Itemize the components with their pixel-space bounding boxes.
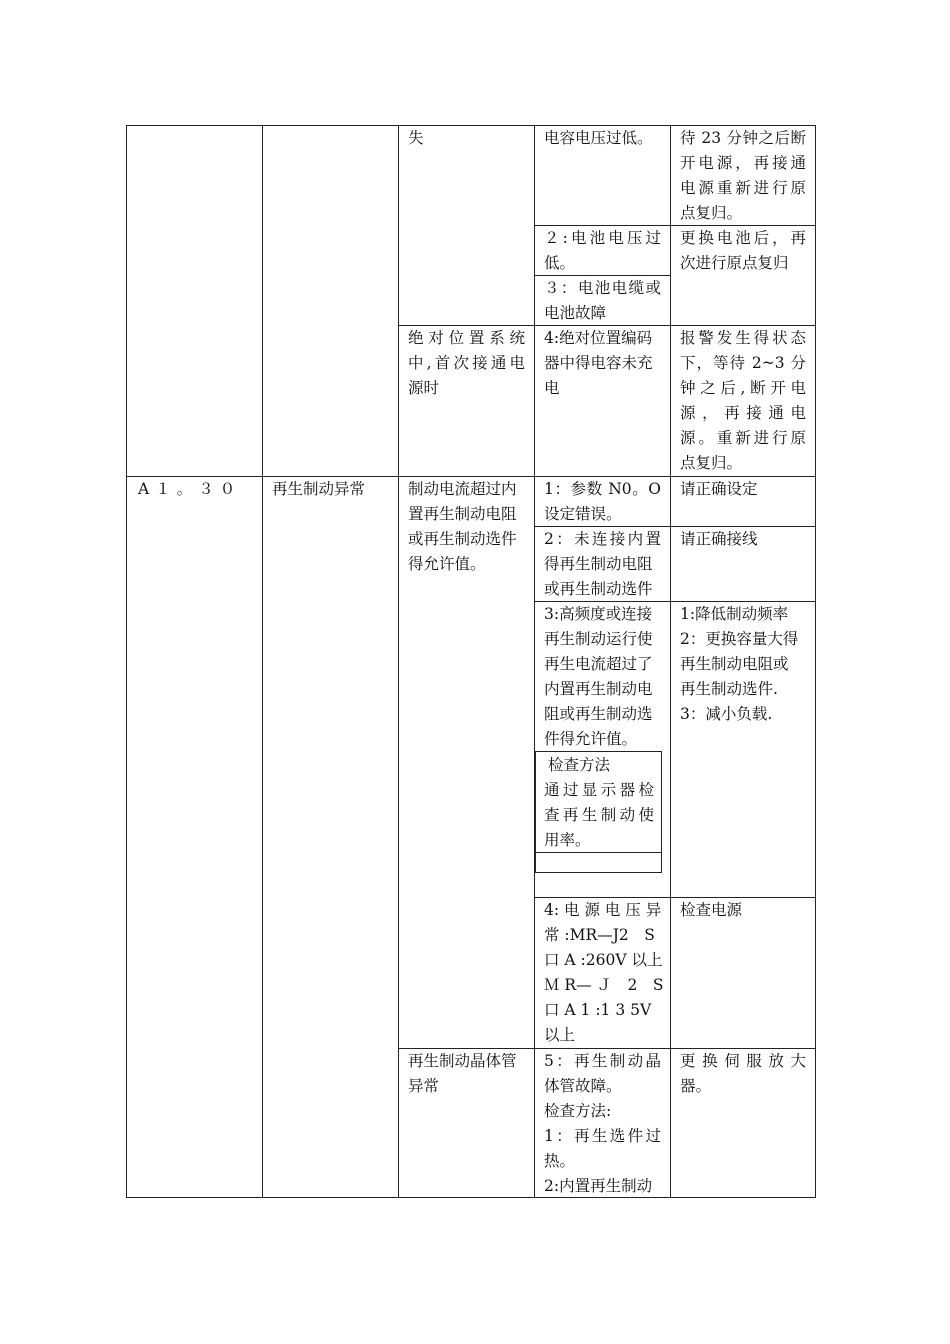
cell-text: 或再生制动选件 — [408, 530, 517, 548]
cell-text: 再生制动选件. — [680, 680, 778, 698]
cell-text: 设定错误。 — [544, 505, 622, 523]
cell-text: 请正确接线 — [680, 530, 758, 548]
cell-text: 请正确设定 — [680, 480, 758, 498]
cell-text: 开电源，再接通 — [680, 154, 806, 172]
cell-text: 通过显示器检 — [544, 781, 654, 799]
table-border-right — [815, 125, 816, 1198]
cell-text: 热。 — [544, 1152, 576, 1170]
cell-text: 查再生制动使 — [544, 806, 654, 824]
cell-text: 待 23 分钟之后断 — [680, 129, 806, 147]
cell-text: 电池故障 — [544, 304, 607, 322]
cell-text: 更换伺服放大 — [680, 1052, 806, 1070]
cell-text: 电容电压过低。 — [544, 129, 653, 147]
cell-text: 3：减小负载. — [680, 705, 773, 723]
column-divider-4 — [670, 125, 671, 1198]
cell-text: 2：更换容量大得 — [680, 630, 799, 648]
cell-text: 4:绝对位置编码 — [544, 329, 653, 347]
cell-text: ２:电池电压过 — [544, 229, 661, 247]
table-border-bottom — [126, 1197, 816, 1198]
cell-text: 4: 电 源 电 压 异 — [544, 901, 662, 919]
cell-text: 再生制动电阻或 — [680, 655, 789, 673]
cell-text: 绝对位置系统 — [408, 329, 525, 347]
alarm-name: 再生制动异常 — [272, 480, 366, 498]
cell-text: 失 — [408, 129, 424, 147]
cell-text: ３：电池电缆或 — [544, 279, 661, 297]
column-divider-3 — [534, 125, 535, 1198]
cell-text: 1：参数 N0。O — [544, 480, 661, 498]
cell-text: 口 A :260V 以上 — [544, 951, 663, 969]
cell-text: 低。 — [544, 254, 576, 272]
cell-text: 点复归。 — [680, 454, 743, 472]
cell-text: 5：再生制动晶 — [544, 1052, 661, 1070]
cell-text: 得再生制动电阻 — [544, 555, 653, 573]
cell-text: 报警发生得状态 — [680, 329, 806, 347]
cell-text: 置再生制动电阻 — [408, 505, 517, 523]
cell-text: 检查方法: — [544, 1102, 612, 1120]
cell-text: 更换电池后，再 — [680, 229, 806, 247]
cell-text: 制动电流超过内 — [408, 480, 517, 498]
cell-text: 件得允许值。 — [544, 730, 638, 748]
cell-text: 检查电源 — [680, 901, 743, 919]
cell-text: 器。 — [680, 1077, 712, 1095]
column-divider-2 — [398, 125, 399, 1198]
cell-text: 源时 — [408, 379, 440, 397]
cell-text: 再生制动运行使 — [544, 630, 653, 648]
cell-text: 再生制动晶体管 — [408, 1052, 517, 1070]
check-method-title: 检查方法 — [548, 756, 611, 774]
check-method-box-footer — [535, 852, 662, 873]
cell-text: 内置再生制动电 — [544, 680, 653, 698]
cell-text: 中,首次接通电 — [408, 354, 525, 372]
cell-text: 阻或再生制动选 — [544, 705, 653, 723]
cell-text: 用率。 — [544, 831, 591, 849]
cell-text: 3:高频度或连接 — [544, 605, 653, 623]
cell-text: 再生电流超过了 — [544, 655, 653, 673]
cell-text: 电源重新进行原 — [680, 179, 806, 197]
cell-text: 1：再生选件过 — [544, 1127, 661, 1145]
cell-text: 常 :MR—J2 S — [544, 926, 655, 944]
column-divider-1 — [262, 125, 263, 1198]
cell-text: 体管故障。 — [544, 1077, 622, 1095]
cell-text: 口 A 1 :1 3 5V — [544, 1001, 652, 1019]
cell-text: 1:降低制动频率 — [680, 605, 789, 623]
cell-text: 源。重新进行原 — [680, 429, 806, 447]
cell-text: Ｍ R— Ｊ 2 S — [544, 976, 664, 994]
cell-text: 器中得电容未充 — [544, 354, 653, 372]
cell-text: 2：未连接内置 — [544, 530, 661, 548]
cell-text: 下，等待 2~3 分 — [680, 354, 806, 372]
cell-text: 以上 — [544, 1026, 576, 1044]
cell-text: 电 — [544, 379, 560, 397]
cell-text: 或再生制动选件 — [544, 580, 653, 598]
table-border-left — [126, 125, 127, 1198]
cell-text: 钟之后,断开电 — [680, 379, 806, 397]
alarm-code: A１。３０ — [138, 480, 242, 498]
cell-text: 异常 — [408, 1077, 440, 1095]
cell-text: 源，再接通电 — [680, 404, 806, 422]
cell-text: 得允许值。 — [408, 555, 486, 573]
cell-text: 次进行原点复归 — [680, 254, 789, 272]
cell-text: 点复归。 — [680, 204, 743, 222]
cell-text: 2:内置再生制动 — [544, 1177, 653, 1195]
